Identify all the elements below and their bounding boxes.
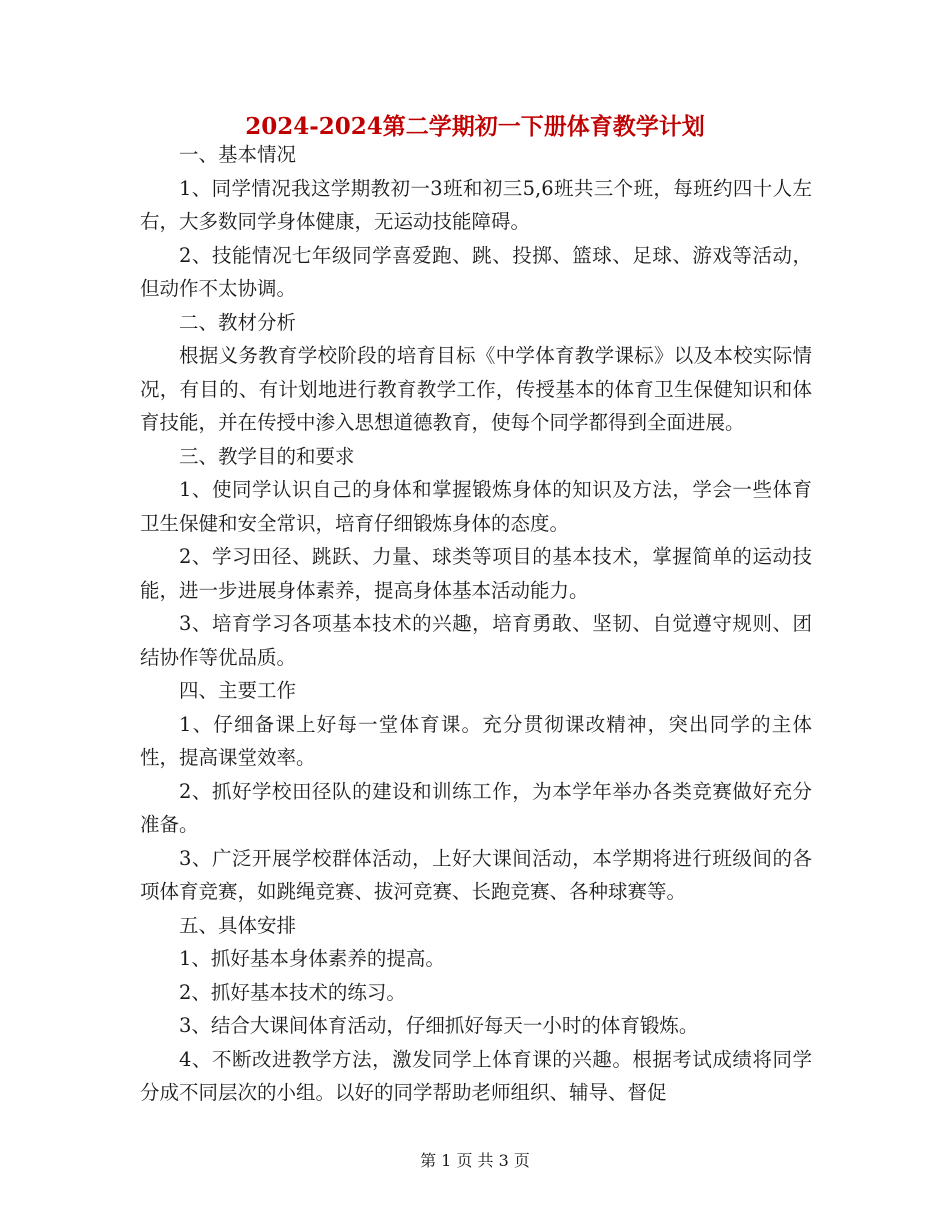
page-footer: 第 1 页 共 3 页 (420, 1151, 530, 1170)
paragraph-arrangement-4: 4、不断改进教学方法，激发同学上体育课的兴趣。根据考试成绩将同学分成不同层次的小组。以好的同学帮助老师组织、辅导、督促 (140, 1047, 812, 1104)
paragraph-work-2: 2、抓好学校田径队的建设和训练工作，为本学年举办各类竞赛做好充分准备。 (140, 779, 812, 836)
section-heading-main-work: 四、主要工作 (179, 679, 297, 702)
section-heading-basic-situation: 一、基本情况 (179, 143, 297, 166)
section-heading-arrangement: 五、具体安排 (179, 913, 297, 937)
paragraph-arrangement-3: 3、结合大课间体育活动，仔细抓好每天一小时的体育锻炼。 (179, 1014, 699, 1037)
section-heading-goals: 三、教学目的和要求 (179, 444, 355, 468)
document-title: 2024-2024第二学期初一下册体育教学计划 (245, 113, 705, 140)
paragraph-arrangement-1: 1、抓好基本身体素养的提高。 (179, 947, 445, 970)
paragraph-goal-3: 3、培育学习各项基本技术的兴趣，培育勇敢、坚韧、自觉遵守规则、团结协作等优品质。 (140, 612, 812, 669)
paragraph-work-3: 3、广泛开展学校群体活动，上好大课间活动，本学期将进行班级间的各项体育竞赛，如跳绳竞赛、拔河竞赛、长跑竞赛、各种球赛等。 (140, 846, 812, 903)
document-body (140, 138, 812, 1110)
paragraph-skill-situation: 2、技能情况七年级同学喜爱跑、跳、投掷、篮球、足球、游戏等活动，但动作不太协调。 (140, 243, 812, 300)
paragraph-goal-1: 1、使同学认识自己的身体和掌握锻炼身体的知识及方法，学会一些体育卫生保健和安全常识，培育仔细锻炼身体的态度。 (140, 478, 812, 535)
paragraph-goal-2: 2、学习田径、跳跃、力量、球类等项目的基本技术，掌握简单的运动技能，进一步进展身体素养，提高身体基本活动能力。 (140, 545, 812, 602)
paragraph-arrangement-2: 2、抓好基本技术的练习。 (179, 980, 406, 1004)
section-heading-material-analysis: 二、教材分析 (179, 310, 297, 334)
paragraph-student-situation: 1、同学情况我这学期教初一3班和初三5,6班共三个班，每班约四十人左右，大多数同学身体健康，无运动技能障碍。 (140, 176, 812, 233)
paragraph-material-analysis: 根据义务教育学校阶段的培育目标《中学体育教学课标》以及本校实际情况，有目的、有计划地进行教育教学工作，传授基本的体育卫生保健知识和体育技能，并在传授中渗入思想道德教育，使每个同学都得到全面进展。 (140, 344, 812, 434)
paragraph-work-1: 1、仔细备课上好每一堂体育课。充分贯彻课改精神，突出同学的主体性，提高课堂效率。 (140, 712, 812, 769)
